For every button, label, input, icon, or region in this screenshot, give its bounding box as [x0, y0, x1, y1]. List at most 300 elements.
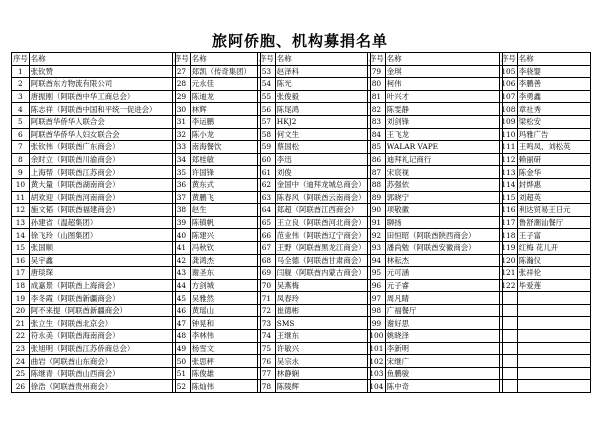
row-name: 南海餐饮 [190, 141, 260, 154]
table-row [258, 330, 371, 343]
row-name: 章社秀 [517, 103, 590, 116]
table-row [368, 317, 503, 330]
row-name: 张钦伟（阿联酋广东商会） [29, 141, 175, 154]
row-name: 潘尚勉（阿联酋安徽商会） [385, 241, 502, 254]
row-name: 吴宇鑫 [29, 254, 175, 267]
row-name: 胡欢迎（阿联酋河南商会） [29, 191, 175, 204]
table-row [368, 355, 503, 368]
row-seq: 99 [368, 317, 386, 330]
row-seq: 89 [368, 191, 386, 204]
row-name: 唐琰琛 [29, 267, 175, 280]
table-row [173, 241, 261, 254]
row-name: 吴雅然 [190, 292, 260, 305]
table-row [368, 103, 503, 116]
row-name: 李鹏善 [517, 78, 590, 91]
row-name: 马全德（阿联酋甘肃商会） [275, 254, 370, 267]
row-name: 刘剑锋 [385, 115, 502, 128]
table-header-row [500, 53, 591, 66]
row-seq: 17 [12, 267, 30, 280]
table-row [173, 292, 261, 305]
row-name: 蔡国松 [275, 141, 370, 154]
table-row [368, 204, 503, 217]
row-name: 周凡睛 [385, 292, 502, 305]
row-name: 许国锋 [190, 166, 260, 179]
table-row [258, 342, 371, 355]
row-seq: 77 [258, 367, 276, 380]
row-name: HKJ2 [275, 115, 370, 128]
table-row [500, 317, 591, 330]
row-name: 林静娴 [275, 367, 370, 380]
seq-header: 序号 [174, 54, 189, 64]
row-name: 宋继广 [385, 355, 502, 368]
row-name: 张旭明（阿联酋江苏侨商总会） [29, 342, 175, 355]
row-name [517, 330, 590, 343]
donor-table-block-3 [257, 52, 371, 393]
table-row [12, 103, 176, 116]
row-name [517, 317, 590, 330]
table-row [368, 216, 503, 229]
row-seq: 101 [369, 343, 384, 353]
row-seq [500, 304, 518, 317]
row-seq: 49 [173, 342, 191, 355]
row-name: 鱼鹏骏 [385, 367, 502, 380]
row-seq: 98 [368, 304, 386, 317]
table-row [173, 166, 261, 179]
table-row [173, 90, 261, 103]
row-seq: 63 [258, 191, 276, 204]
row-name: 郑桂敏 [190, 153, 260, 166]
row-name: 陈小龙 [190, 128, 260, 141]
row-name: 阿联酋华侨华人联合会 [29, 115, 175, 128]
row-name: 陈瀚仪 [517, 254, 590, 267]
document-title: 旅阿侨胞、机构募捐名单 [211, 32, 388, 50]
donor-table-block-5 [499, 52, 591, 393]
table-row [12, 292, 176, 305]
row-seq: 72 [258, 304, 276, 317]
row-name: 凤春玲 [275, 292, 370, 305]
row-name: 张国顺 [29, 241, 175, 254]
row-name: 李运鹏 [190, 115, 260, 128]
row-seq: 38 [173, 204, 191, 217]
row-name: 梁松安 [517, 115, 590, 128]
table-row [500, 103, 591, 116]
row-name: 姚晓泽 [385, 330, 502, 343]
donor-table-block-4 [367, 52, 503, 393]
table-row [173, 191, 261, 204]
table-row [368, 65, 503, 78]
row-seq: 102 [369, 356, 384, 366]
table-row [500, 115, 591, 128]
row-seq: 100 [369, 331, 384, 341]
row-seq: 45 [173, 292, 191, 305]
row-seq: 80 [368, 78, 386, 91]
table-row [12, 65, 176, 78]
row-seq: 111 [501, 142, 516, 152]
row-seq: 70 [258, 279, 276, 292]
row-seq: 37 [173, 191, 191, 204]
table-row [500, 380, 591, 393]
row-name: 成嘉景（阿联酋上海商会） [29, 279, 175, 292]
row-name: 林辉 [190, 103, 260, 116]
row-seq: 13 [12, 216, 30, 229]
row-seq: 7 [12, 141, 30, 154]
row-name: 崔德彬 [275, 304, 370, 317]
table-row [173, 103, 261, 116]
table-row [368, 141, 503, 154]
row-seq: 78 [258, 380, 276, 393]
row-seq: 122 [501, 280, 516, 290]
row-seq: 19 [12, 292, 30, 305]
row-name: 赖丽研 [517, 153, 590, 166]
table-row [500, 141, 591, 154]
row-seq: 67 [258, 241, 276, 254]
row-name: 宋宸视 [385, 166, 502, 179]
table-row [12, 355, 176, 368]
table-row [173, 141, 261, 154]
row-seq: 1 [12, 65, 30, 78]
table-row [500, 90, 591, 103]
row-name: 刘俊 [275, 166, 370, 179]
row-seq: 3 [12, 90, 30, 103]
table-row [500, 128, 591, 141]
table-header-row [173, 53, 261, 66]
row-name: 陈俊雄 [190, 367, 260, 380]
row-name: 阿不来提（阿联酋新疆商会） [29, 304, 175, 317]
table-row [258, 204, 371, 217]
row-name: 金琪 [385, 65, 502, 78]
table-row [12, 78, 176, 91]
row-name: 陈中奇 [385, 380, 502, 393]
row-name: 陈志祥（阿联酋中国和平统一促进会） [29, 103, 175, 116]
row-seq: 59 [258, 141, 276, 154]
table-row [173, 254, 261, 267]
row-name: 吴燕梅 [275, 279, 370, 292]
row-name: 李勇鑫 [517, 90, 590, 103]
row-name: 黄大量（阿联酋湖南商会） [29, 178, 175, 191]
row-seq: 57 [258, 115, 276, 128]
row-seq: 113 [501, 167, 516, 177]
row-seq: 94 [368, 254, 386, 267]
row-seq: 93 [368, 241, 386, 254]
row-name: 王野（阿联酋黑龙江商会） [275, 241, 370, 254]
row-name: 陈陵辉 [275, 380, 370, 393]
name-header: 名称 [190, 53, 260, 66]
table-row [500, 78, 591, 91]
row-seq: 103 [369, 369, 384, 379]
table-row [368, 292, 503, 305]
row-seq: 71 [258, 292, 276, 305]
row-seq: 97 [368, 292, 386, 305]
table-row [12, 115, 176, 128]
row-name: 毕爱莲 [517, 279, 590, 292]
row-seq: 2 [12, 78, 30, 91]
table-row [368, 254, 503, 267]
row-name: 李新明 [385, 342, 502, 355]
table-row [12, 141, 176, 154]
row-seq: 41 [173, 241, 191, 254]
row-name: 徐飞玲（山图集团） [29, 229, 175, 242]
table-header-row [258, 53, 371, 66]
seq-header: 序号 [369, 54, 384, 64]
table-row [12, 279, 176, 292]
row-name: 陈雯静 [385, 103, 502, 116]
table-row [173, 317, 261, 330]
table-row [258, 317, 371, 330]
table-row [368, 78, 503, 91]
row-name: 张思秤 [190, 355, 260, 368]
table-row [258, 267, 371, 280]
row-seq: 73 [258, 317, 276, 330]
table-row [173, 78, 261, 91]
table-row [500, 204, 591, 217]
row-seq: 91 [368, 216, 386, 229]
table-row [173, 178, 261, 191]
row-name: 王继东 [275, 330, 370, 343]
row-name: 封烨惠 [517, 178, 590, 191]
table-row [368, 330, 503, 343]
table-row [258, 65, 371, 78]
row-seq: 83 [368, 115, 386, 128]
row-seq: 29 [173, 90, 191, 103]
table-row [173, 204, 261, 217]
table-row [500, 166, 591, 179]
row-seq: 108 [501, 104, 516, 114]
row-seq [500, 342, 518, 355]
row-seq: 12 [12, 204, 30, 217]
row-seq: 44 [173, 279, 191, 292]
table-row [12, 267, 176, 280]
row-name: 黄东式 [190, 178, 260, 191]
row-seq: 8 [12, 153, 30, 166]
row-seq: 87 [368, 166, 386, 179]
table-row [173, 355, 261, 368]
name-header: 名称 [275, 53, 370, 66]
row-name: 李林伟 [190, 330, 260, 343]
table-row [500, 254, 591, 267]
row-seq: 61 [258, 166, 276, 179]
row-name: 田恒昭（阿联酋陕西商会） [385, 229, 502, 242]
name-header: 名称 [517, 53, 590, 66]
row-seq: 112 [501, 155, 516, 165]
row-name: 陈金华 [517, 166, 590, 179]
table-row [12, 166, 176, 179]
donor-table-block-2 [172, 52, 261, 393]
row-seq: 120 [501, 255, 516, 265]
row-name: 龚鸿杰 [190, 254, 260, 267]
table-row [368, 342, 503, 355]
row-seq: 34 [173, 153, 191, 166]
table-row [173, 342, 261, 355]
table-row [12, 204, 176, 217]
row-name: 谢圣东 [190, 267, 260, 280]
row-name: 叶兴才 [385, 90, 502, 103]
table-row [500, 191, 591, 204]
row-name: 阿联酋东方物流有限公司 [29, 78, 175, 91]
table-row [258, 153, 371, 166]
row-name: 柯伟 [385, 78, 502, 91]
row-name: 元永佳 [190, 78, 260, 91]
row-seq: 36 [173, 178, 191, 191]
row-name: 曲岩（阿联酋山东商会） [29, 355, 175, 368]
row-name: 鲁舒潮汕餐厅 [517, 216, 590, 229]
table-header-row [368, 53, 503, 66]
row-name: 上海帮（阿联酋江苏商会） [29, 166, 175, 179]
table-row [173, 279, 261, 292]
row-seq [500, 292, 518, 305]
row-name [517, 367, 590, 380]
table-row [368, 367, 503, 380]
row-seq: 33 [173, 141, 191, 154]
row-name: 陈建兴 [190, 229, 260, 242]
row-name: 余时立（阿联酋川渝商会） [29, 153, 175, 166]
table-row [12, 128, 176, 141]
row-seq: 28 [173, 78, 191, 91]
row-name: 符永美（阿联酋海南商会） [29, 330, 175, 343]
row-name: 元可涵 [385, 267, 502, 280]
row-seq: 64 [258, 204, 276, 217]
table-row [500, 304, 591, 317]
row-seq: 18 [12, 279, 30, 292]
row-seq: 90 [368, 204, 386, 217]
row-seq: 105 [501, 66, 516, 76]
row-seq: 74 [258, 330, 276, 343]
row-name: SMS [275, 317, 370, 330]
row-seq: 51 [173, 367, 191, 380]
table-row [12, 191, 176, 204]
row-seq: 88 [368, 178, 386, 191]
row-seq: 92 [368, 229, 386, 242]
row-seq: 31 [173, 115, 191, 128]
row-seq: 24 [12, 355, 30, 368]
row-seq: 81 [368, 90, 386, 103]
table-row [12, 304, 176, 317]
row-seq: 25 [12, 367, 30, 380]
row-seq: 107 [501, 92, 516, 102]
row-seq: 116 [501, 205, 516, 215]
row-seq: 23 [12, 342, 30, 355]
row-seq: 39 [173, 216, 191, 229]
row-name [517, 304, 590, 317]
row-seq: 104 [369, 381, 384, 391]
row-seq: 66 [258, 229, 276, 242]
row-seq: 6 [12, 128, 30, 141]
row-name: 李冬霞（阿联酋新疆商会） [29, 292, 175, 305]
table-row [500, 342, 591, 355]
row-seq: 119 [501, 243, 516, 253]
row-seq: 117 [501, 218, 516, 228]
table-row [500, 367, 591, 380]
row-seq: 43 [173, 267, 191, 280]
table-row [258, 304, 371, 317]
table-row [173, 330, 261, 343]
row-seq: 50 [173, 355, 191, 368]
row-seq [500, 317, 518, 330]
table-row [258, 241, 371, 254]
row-seq: 114 [501, 180, 516, 190]
table-row [12, 178, 176, 191]
table-row [368, 178, 503, 191]
table-row [258, 128, 371, 141]
row-name: 何文生 [275, 128, 370, 141]
seq-header: 序号 [259, 54, 274, 64]
table-row [500, 330, 591, 343]
table-row [258, 166, 371, 179]
row-name: 元子睿 [385, 279, 502, 292]
table-row [500, 229, 591, 242]
table-row [12, 367, 176, 380]
row-name: 玛雅广告 [517, 128, 590, 141]
row-name: 赵生 [190, 204, 260, 217]
row-seq: 35 [173, 166, 191, 179]
row-name: 冯秋钦 [190, 241, 260, 254]
row-seq [500, 355, 518, 368]
row-name: 闫舰（阿联酋内蒙古商会） [275, 267, 370, 280]
table-row [258, 141, 371, 154]
row-seq: 55 [258, 90, 276, 103]
row-seq: 40 [173, 229, 191, 242]
row-name: 王子富 [517, 229, 590, 242]
row-seq: 76 [258, 355, 276, 368]
row-name: 范业伟（阿联酋辽宁商会） [275, 229, 370, 242]
row-seq: 109 [501, 117, 516, 127]
row-name: 赵泽科 [275, 65, 370, 78]
row-name: 吴宗永 [275, 355, 370, 368]
table-row [173, 115, 261, 128]
row-seq: 58 [258, 128, 276, 141]
table-row [368, 380, 503, 393]
table-row [173, 216, 261, 229]
row-seq [500, 330, 518, 343]
row-seq: 46 [173, 304, 191, 317]
table-row [500, 279, 591, 292]
table-row [368, 90, 503, 103]
table-row [258, 254, 371, 267]
seq-header: 序号 [501, 54, 516, 64]
row-seq: 16 [12, 254, 30, 267]
table-row [258, 380, 371, 393]
row-seq [500, 367, 518, 380]
table-row [173, 304, 261, 317]
seq-header: 序号 [13, 54, 28, 64]
row-seq: 84 [368, 128, 386, 141]
row-name: 徐浩（阿联酋贵州商会） [29, 380, 175, 393]
row-seq: 4 [12, 103, 30, 116]
row-name: 聊扬 [385, 216, 502, 229]
row-seq: 85 [368, 141, 386, 154]
row-name: 金国中（迪拜龙城总商会） [275, 178, 370, 191]
table-row [368, 115, 503, 128]
row-name [517, 355, 590, 368]
row-seq: 56 [258, 103, 276, 116]
row-seq: 22 [12, 330, 30, 343]
row-seq: 52 [173, 380, 191, 393]
table-row [173, 367, 261, 380]
table-row [258, 216, 371, 229]
row-seq: 65 [258, 216, 276, 229]
row-name: 陈镇帆 [190, 216, 260, 229]
table-row [368, 241, 503, 254]
table-header-row [12, 53, 176, 66]
table-row [258, 191, 371, 204]
table-row [368, 153, 503, 166]
row-seq: 115 [501, 192, 516, 202]
row-seq: 110 [501, 129, 516, 139]
table-row [258, 115, 371, 128]
row-seq: 121 [501, 268, 516, 278]
row-seq: 47 [173, 317, 191, 330]
row-seq: 26 [12, 380, 30, 393]
row-seq: 5 [12, 115, 30, 128]
